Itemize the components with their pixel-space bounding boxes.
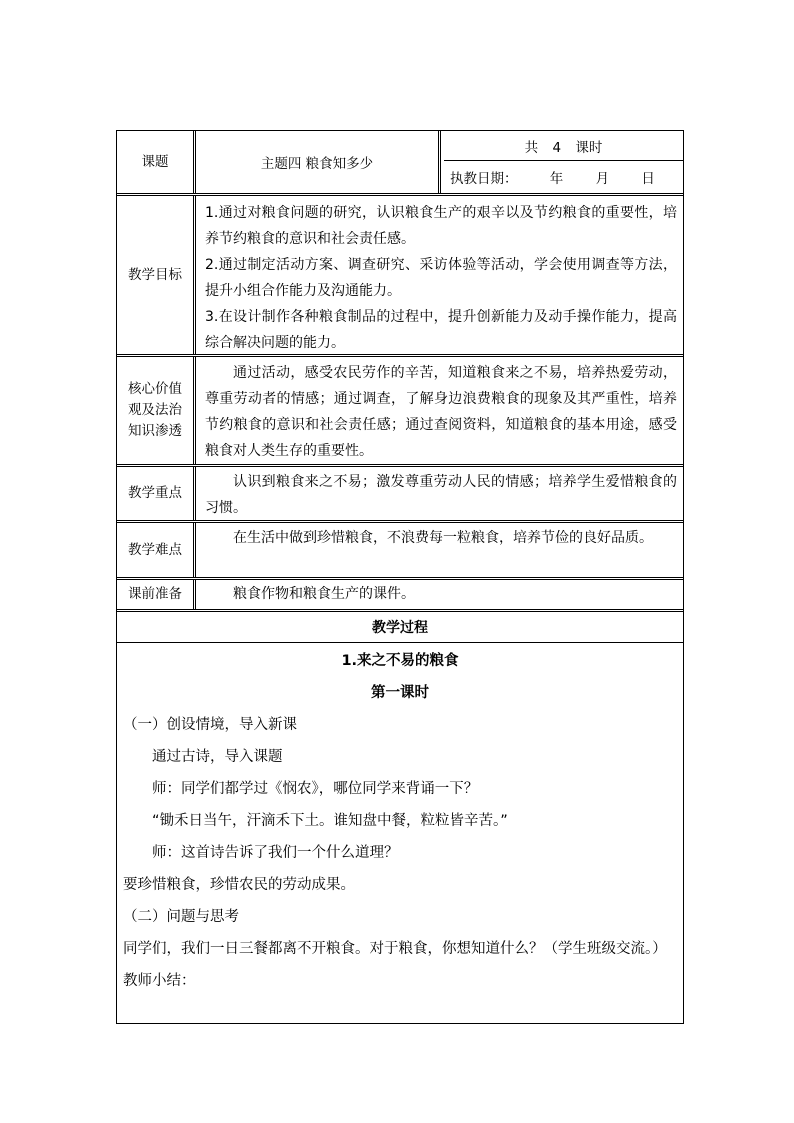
goal-item: 1.通过对粮食问题的研究，认识粮食生产的艰辛以及节约粮食的重要性，培养节约粮食的意识和社会责任感。: [205, 205, 677, 247]
header-row: [117, 131, 683, 196]
preparation-row: [117, 580, 683, 612]
section-heading: （二）问题与思考: [123, 909, 239, 925]
lesson-period: 第一课时: [371, 685, 429, 701]
goal-item: 2.通过制定活动方案、调查研究、采访体验等活动，学会使用调查等方法，提升小组合作能力及沟通能力。: [205, 257, 677, 299]
lesson-title: 1.来之不易的粮食: [341, 653, 459, 669]
goals-label: 教学目标: [117, 196, 196, 354]
key-points-label: 教学重点: [117, 467, 196, 520]
key-points-row: [117, 467, 683, 523]
process-line: 要珍惜粮食，珍惜农民的劳动成果。: [123, 877, 355, 893]
key-points-content: [199, 467, 683, 520]
values-text: 通过活动，感受农民劳作的辛苦，知道粮食来之不易，培养热爱劳动，尊重劳动者的情感；通过调查，了解身边浪费粮食的现象及其严重性，培养节约粮食的意识和社会责任感；通过查阅资料，知道粮食的基本用途，感受粮食对人类生存的重要性。: [205, 365, 677, 459]
poem-line: “锄禾日当午，汗滴禾下土。谁知盘中餐，粒粒皆辛苦。”: [152, 813, 508, 829]
process-line: 师：这首诗告诉了我们一个什么道理？: [152, 845, 399, 861]
difficulties-label: 教学难点: [117, 523, 196, 577]
process-line: 同学们，我们一日三餐都离不开粮食。对于粮食，你想知道什么？（学生班级交流。）: [123, 941, 667, 957]
key-points-text: 认识到粮食来之不易；激发尊重劳动人民的情感；培养学生爱惜粮食的习惯。: [205, 474, 677, 516]
preparation-text: 粮食作物和粮食生产的课件。: [233, 586, 415, 602]
process-line: 通过古诗，导入课题: [152, 749, 283, 765]
process-line: 教师小结：: [123, 973, 196, 989]
process-line: 师：同学们都学过《悯农》，哪位同学来背诵一下？: [152, 781, 479, 797]
goal-item: 3.在设计制作各种粮食制品的过程中，提升创新能力及动手操作能力，提高综合解决问题的能力。: [205, 309, 677, 351]
process-content: [117, 643, 683, 1023]
lesson-plan-table: [116, 130, 684, 1024]
difficulties-text: 在生活中做到珍惜粮食，不浪费每一粒粮食，培养节俭的良好品质。: [233, 530, 653, 546]
teaching-date: 执教日期： 年 月 日: [450, 171, 655, 187]
header-meta: [444, 131, 683, 193]
difficulties-row: [117, 523, 683, 580]
goals-row: [117, 196, 683, 357]
difficulties-content: [199, 523, 683, 577]
values-content: [199, 357, 683, 464]
topic-label: 课题: [117, 131, 196, 193]
goals-content: [199, 196, 683, 354]
hours-count: 共 4 课时: [444, 131, 683, 161]
topic-title: 主题四 粮食知多少: [196, 131, 441, 193]
section-heading: （一）创设情境，导入新课: [123, 717, 297, 733]
values-label: 核心价值观及法治知识渗透: [117, 357, 196, 464]
process-title: 教学过程: [117, 612, 683, 643]
preparation-content: [199, 580, 683, 609]
preparation-label: 课前准备: [117, 580, 196, 609]
values-row: [117, 357, 683, 467]
